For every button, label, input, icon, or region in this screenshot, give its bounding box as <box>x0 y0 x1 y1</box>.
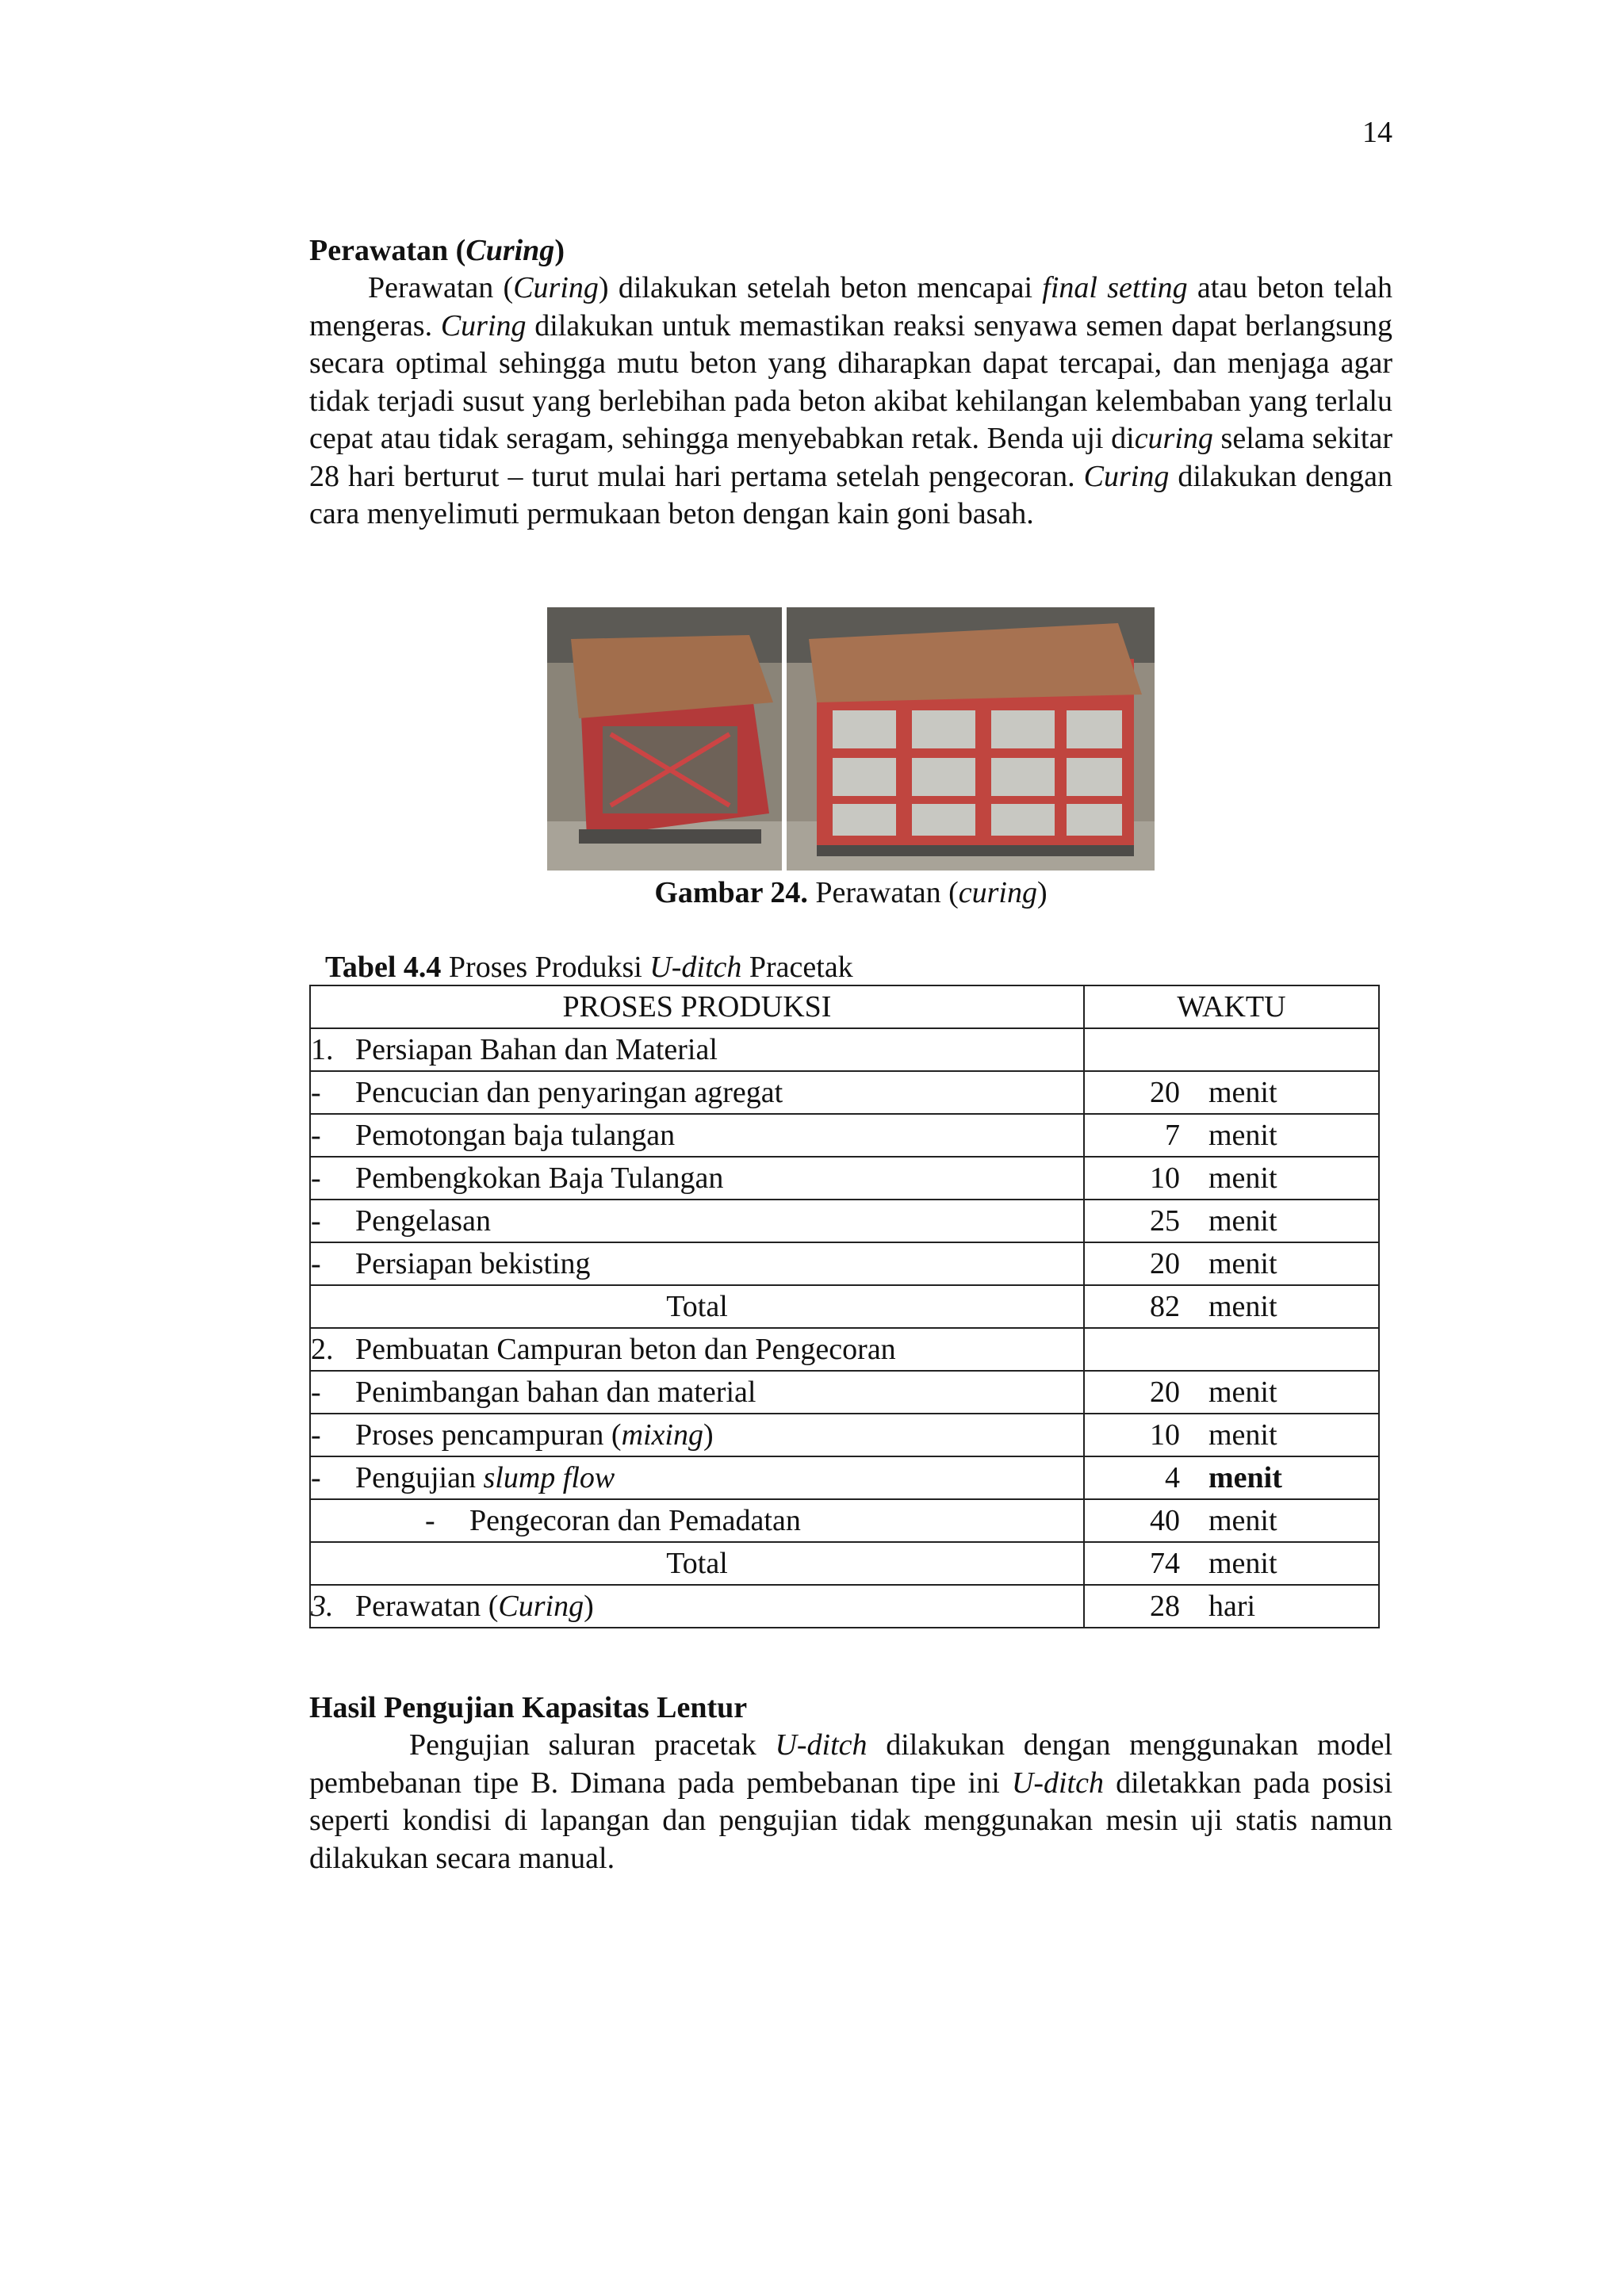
group-label: 2. Pembuatan Campuran beton dan Pengecoran <box>310 1328 1084 1371</box>
table-row <box>310 1071 1379 1114</box>
section-title-flexural-capacity: Hasil Pengujian Kapasitas Lentur <box>309 1691 748 1724</box>
paragraph-flexural-capacity: Pengujian saluran pracetak U-ditch dilakukan dengan menggunakan model pembebanan tipe B. Dimana pada pembebanan tipe ini U-ditch diletakkan pada posisi seperti kondisi di lapangan dan pengujian tidak menggunakan mesin uji statis namun dilakukan secara manual. <box>309 1728 1392 1875</box>
item-time: 25 menit <box>1084 1200 1379 1242</box>
item-label: - Pengelasan <box>310 1200 1084 1242</box>
table-row-total <box>310 1542 1379 1585</box>
group-label: 3. Perawatan (Curing) <box>310 1585 1084 1628</box>
production-process-table <box>309 985 1380 1628</box>
group-time <box>1084 1328 1379 1371</box>
table-row <box>310 1328 1379 1371</box>
group-time: 28 hari <box>1084 1585 1379 1628</box>
table-row <box>310 1028 1379 1071</box>
header-process: PROSES PRODUKSI <box>310 985 1084 1028</box>
item-time: 10 menit <box>1084 1157 1379 1200</box>
table-row <box>310 1371 1379 1414</box>
table-row <box>310 1585 1379 1628</box>
item-label: - Proses pencampuran (mixing) <box>310 1414 1084 1456</box>
table-row-total <box>310 1285 1379 1328</box>
item-time: 7 menit <box>1084 1114 1379 1157</box>
table-header-row <box>310 985 1379 1028</box>
item-time: 20 menit <box>1084 1071 1379 1114</box>
item-time: 4 menit <box>1084 1456 1379 1499</box>
group-time <box>1084 1028 1379 1071</box>
total-time: 74 menit <box>1084 1542 1379 1585</box>
curing-photo-illustration <box>547 607 1155 871</box>
total-label: Total <box>310 1285 1084 1328</box>
group-label: 1. Persiapan Bahan dan Material <box>310 1028 1084 1071</box>
total-label: Total <box>310 1542 1084 1585</box>
table-title: Tabel 4.4 Proses Produksi U-ditch Pracetak <box>325 951 853 984</box>
item-label: - Pencucian dan penyaringan agregat <box>310 1071 1084 1114</box>
figure-caption: Gambar 24. Perawatan (curing) <box>654 876 1048 909</box>
table-row <box>310 1200 1379 1242</box>
table-row <box>310 1414 1379 1456</box>
item-label: - Pembengkokan Baja Tulangan <box>310 1157 1084 1200</box>
paragraph-curing: Perawatan (Curing) dilakukan setelah beton mencapai final setting atau beton telah mengeras. Curing dilakukan untuk memastikan reaksi senyawa semen dapat berlangsung secara optimal sehingga mutu beton yang diharapkan dapat tercapai, dan menjaga agar tidak terjadi susut yang berlebihan pada beton akibat kehilangan kelembaban yang terlalu cepat atau tidak seragam, sehingga menyebabkan retak. Benda uji dicuring selama sekitar 28 hari berturut – turut mulai hari pertama setelah pengecoran. Curing dilakukan dengan cara menyelimuti permukaan beton dengan kain goni basah. <box>309 271 1392 530</box>
table-row <box>310 1157 1379 1200</box>
item-time: 40 menit <box>1084 1499 1379 1542</box>
item-label: - Persiapan bekisting <box>310 1242 1084 1285</box>
table-row <box>310 1499 1379 1542</box>
item-label: - Penimbangan bahan dan material <box>310 1371 1084 1414</box>
curing-photo <box>547 607 1155 871</box>
item-label: - Pemotongan baja tulangan <box>310 1114 1084 1157</box>
page-number: 14 <box>1362 116 1392 149</box>
section-title-curing: Perawatan (Curing) <box>309 234 565 267</box>
header-time: WAKTU <box>1084 985 1379 1028</box>
item-time: 10 menit <box>1084 1414 1379 1456</box>
item-time: 20 menit <box>1084 1371 1379 1414</box>
item-label: - Pengujian slump flow <box>310 1456 1084 1499</box>
item-label: - Pengecoran dan Pemadatan <box>310 1499 1084 1542</box>
table-row <box>310 1242 1379 1285</box>
total-time: 82 menit <box>1084 1285 1379 1328</box>
table-row <box>310 1114 1379 1157</box>
item-time: 20 menit <box>1084 1242 1379 1285</box>
table-row <box>310 1456 1379 1499</box>
